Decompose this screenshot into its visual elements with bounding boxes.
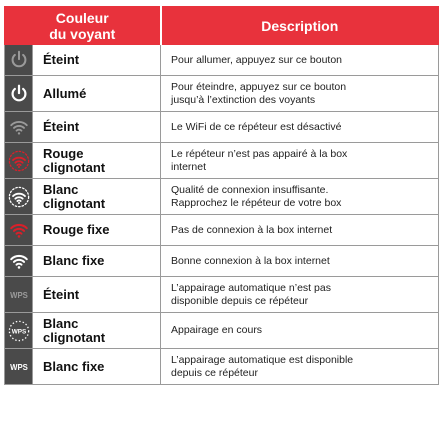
status-line: clignotant xyxy=(43,159,106,175)
wps-icon xyxy=(8,284,30,306)
table-row xyxy=(5,179,439,215)
description-line: Le répéteur n’est pas appairé à la box xyxy=(171,147,348,160)
description-line: Pour allumer, appuyez sur ce bouton xyxy=(171,53,343,66)
status-label xyxy=(33,313,161,349)
icon-cell xyxy=(5,143,33,179)
table-row xyxy=(5,215,439,246)
description xyxy=(161,76,439,112)
status-label: Allumé xyxy=(33,76,161,112)
description-line: Pas de connexion à la box internet xyxy=(171,223,333,236)
status-line: clignotant xyxy=(43,195,106,211)
led-status-table-container xyxy=(4,6,439,385)
description xyxy=(161,143,439,179)
icon-cell xyxy=(5,179,33,215)
table-header-row xyxy=(5,7,439,45)
description xyxy=(161,179,439,215)
description xyxy=(161,349,439,385)
icon-cell xyxy=(5,246,33,277)
wps-blinking-icon xyxy=(8,320,30,342)
description-line: L’appairage automatique n’est pas xyxy=(171,281,331,294)
status-label: Éteint xyxy=(33,45,161,76)
description xyxy=(161,313,439,349)
status-label: Éteint xyxy=(33,277,161,313)
description xyxy=(161,45,439,76)
description xyxy=(161,246,439,277)
description-line: Le WiFi de ce répéteur est désactivé xyxy=(171,120,342,133)
header-description: Description xyxy=(161,7,439,45)
table-row xyxy=(5,246,439,277)
description-line: internet xyxy=(171,160,207,173)
power-icon xyxy=(8,49,30,71)
wifi-blinking-icon xyxy=(8,186,30,208)
icon-cell xyxy=(5,76,33,112)
wifi-icon xyxy=(8,250,30,272)
icon-cell xyxy=(5,45,33,76)
table-row xyxy=(5,313,439,349)
header-status-line2: du voyant xyxy=(49,25,116,42)
description-line: Qualité de connexion insuffisante. xyxy=(171,183,329,196)
description-line: disponible depuis ce répéteur xyxy=(171,294,309,307)
status-label xyxy=(33,179,161,215)
icon-cell xyxy=(5,349,33,385)
status-line: clignotant xyxy=(43,329,106,345)
wifi-icon xyxy=(8,116,30,138)
status-label: Blanc fixe xyxy=(33,349,161,385)
header-status-line1: Couleur xyxy=(55,9,109,26)
description-line: depuis ce répéteur xyxy=(171,366,258,379)
status-label xyxy=(33,143,161,179)
table-row xyxy=(5,277,439,313)
icon-cell xyxy=(5,313,33,349)
description-line: Bonne connexion à la box internet xyxy=(171,254,330,267)
icon-cell xyxy=(5,215,33,246)
description xyxy=(161,277,439,313)
wifi-blinking-icon xyxy=(8,150,30,172)
table-row xyxy=(5,143,439,179)
description-line: Rapprochez le répéteur de votre box xyxy=(171,196,342,209)
table-row xyxy=(5,76,439,112)
description-line: Pour éteindre, appuyez sur ce bouton xyxy=(171,80,347,93)
description xyxy=(161,215,439,246)
wps-icon-text: WPS xyxy=(9,290,28,300)
status-label: Éteint xyxy=(33,112,161,143)
table-row xyxy=(5,45,439,76)
description-line: L’appairage automatique est disponible xyxy=(171,353,354,366)
description xyxy=(161,112,439,143)
icon-cell xyxy=(5,277,33,313)
table-row xyxy=(5,349,439,385)
table-row xyxy=(5,112,439,143)
description-line: Appairage en cours xyxy=(171,324,263,336)
wps-icon-text: WPS xyxy=(9,362,28,372)
status-label: Blanc fixe xyxy=(33,246,161,277)
description-line: jusqu’à l’extinction des voyants xyxy=(171,93,316,106)
wps-icon xyxy=(8,356,30,378)
status-line: Blanc xyxy=(43,181,79,197)
led-status-table xyxy=(4,6,439,385)
header-status-color xyxy=(5,7,161,45)
icon-cell xyxy=(5,112,33,143)
wifi-icon xyxy=(8,219,30,241)
status-line: Blanc xyxy=(43,315,79,331)
power-icon xyxy=(8,83,30,105)
wps-icon-text: WPS xyxy=(11,328,26,336)
status-label: Rouge fixe xyxy=(33,215,161,246)
status-line: Rouge xyxy=(43,145,84,161)
